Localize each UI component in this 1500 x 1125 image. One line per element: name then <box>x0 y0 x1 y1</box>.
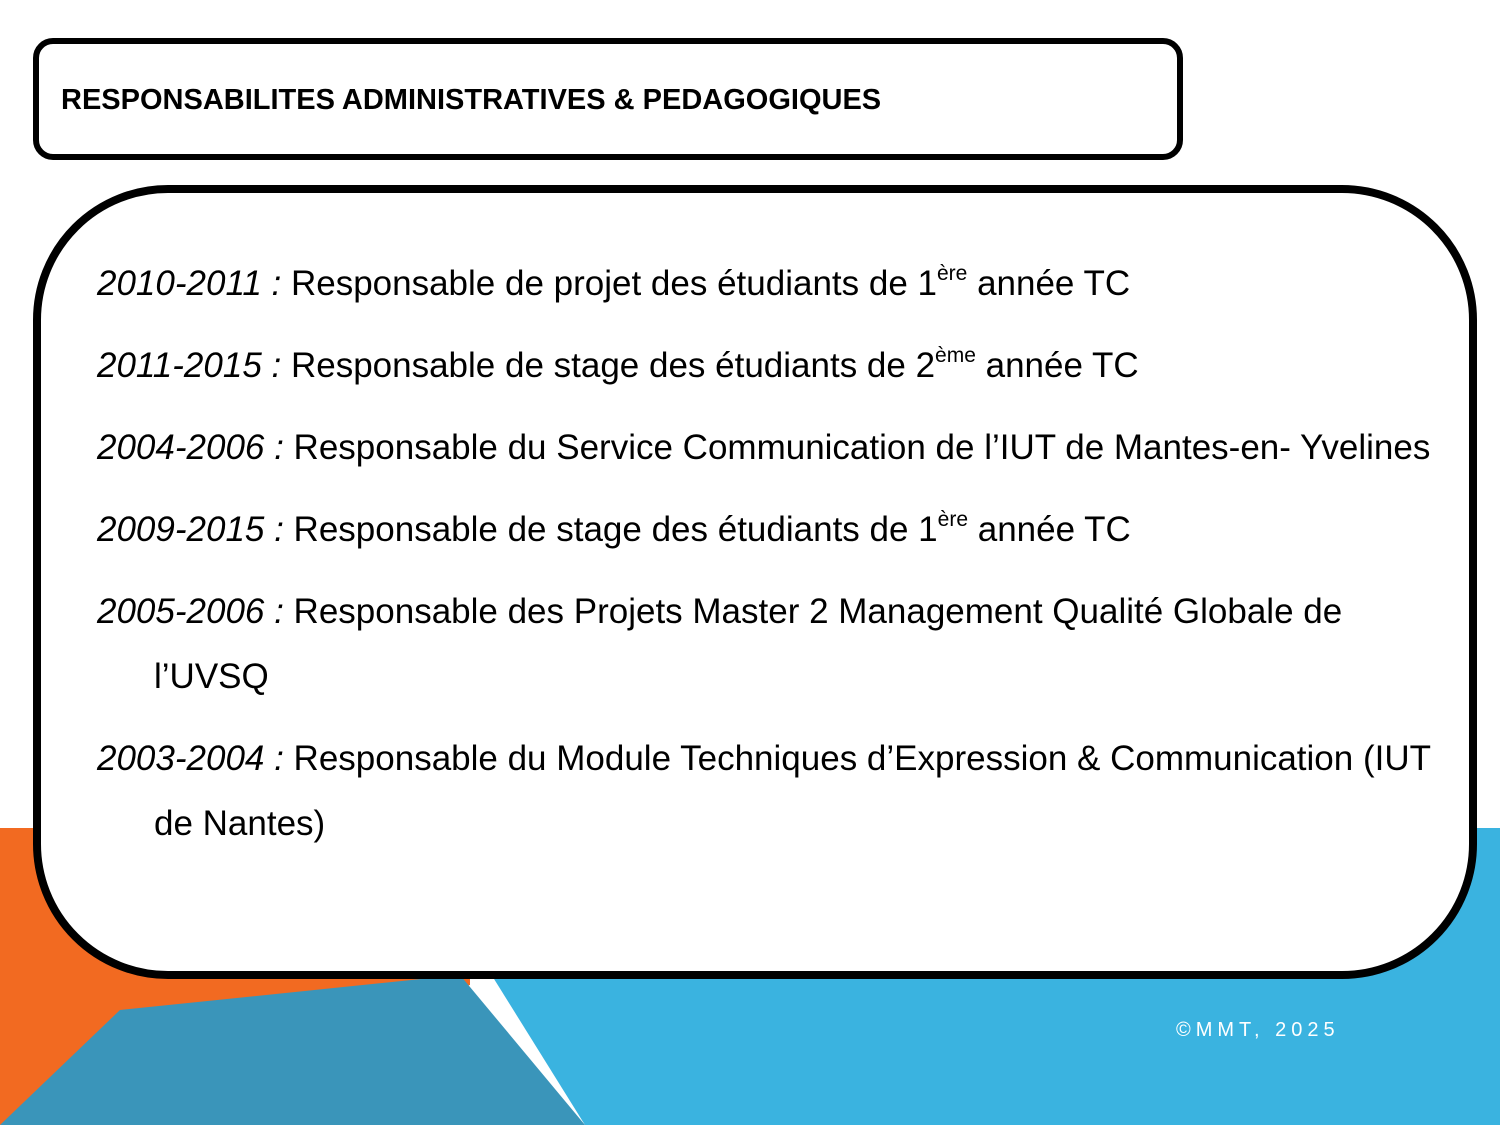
entry-text-end: année TC <box>975 346 1139 385</box>
entry-list <box>97 251 1437 873</box>
entry-superscript: ère <box>937 508 968 531</box>
list-item <box>97 251 1437 316</box>
entry-text: Responsable de stage des étudiants de 1 <box>283 510 938 549</box>
entry-text: Responsable du Module Techniques d’Expression & Communication (IUT de Nantes) <box>154 739 1431 843</box>
entry-year: 2004-2006 : <box>97 428 284 467</box>
list-item <box>97 726 1437 856</box>
entry-superscript: ème <box>935 344 976 367</box>
entry-year: 2003-2004 : <box>97 739 284 778</box>
slide-title: RESPONSABILITES ADMINISTRATIVES & PEDAGOGIQUES <box>61 84 882 116</box>
entry-text: Responsable des Projets Master 2 Management Qualité Globale de l’UVSQ <box>154 592 1343 696</box>
entry-text: Responsable du Service Communication de l’IUT de Mantes-en- Yvelines <box>283 428 1431 467</box>
list-item <box>97 497 1437 562</box>
entry-year: 2005-2006 : <box>97 592 284 631</box>
entry-year: 2011-2015 : <box>97 346 282 385</box>
entry-text: Responsable de projet des étudiants de 1 <box>281 264 937 303</box>
entry-text-end: année TC <box>968 510 1131 549</box>
entry-superscript: ère <box>936 262 968 285</box>
list-item <box>97 333 1437 398</box>
entry-year: 2010-2011 : <box>97 264 282 303</box>
entry-year: 2009-2015 : <box>97 510 284 549</box>
entry-text-end: année TC <box>967 264 1131 303</box>
content-box <box>33 185 1477 979</box>
list-item <box>97 415 1437 480</box>
list-item <box>97 579 1437 709</box>
footer-copyright: ©MMT, 2025 <box>1176 1019 1340 1041</box>
title-box <box>33 38 1183 160</box>
entry-text: Responsable de stage des étudiants de 2 <box>281 346 936 385</box>
